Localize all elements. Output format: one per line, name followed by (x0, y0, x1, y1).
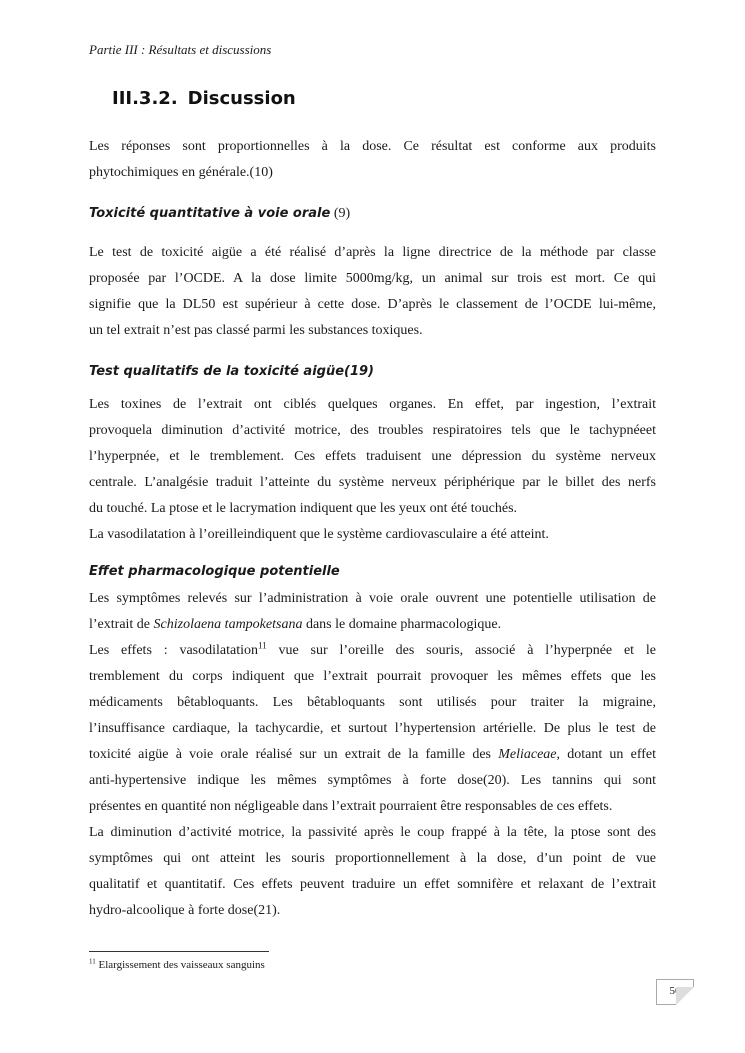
text-line: Les toxines de l’extrait ont ciblés quelques organes. En effet, par ingestion, l’extrait (89, 397, 656, 412)
text-line: Les réponses sont proportionnelles à la dose. Ce résultat est conforme aux produits (89, 139, 656, 154)
footnote (89, 959, 265, 971)
text-line: tremblement du corps indiquent que l’extrait pourrait provoquer les mêmes effets que les (89, 669, 656, 684)
text-line: l’hyperpnée, et le tremblement. Ces effets traduisent une dépression du système nerveux (89, 449, 656, 464)
text-run: Les effets : vasodilatation (89, 643, 258, 658)
text-run: , dotant un effet (556, 747, 656, 762)
section-heading (112, 88, 296, 109)
text-run: toxicité aigüe à voie orale réalisé sur un extrait de la famille des (89, 747, 499, 762)
text-line: symptômes qui ont atteint les souris proportionnellement à la dose, d’un point de vue (89, 851, 656, 866)
text-line: anti-hypertensive indique les mêmes symptômes à forte dose(20). Les tannins qui sont (89, 773, 656, 788)
text-line (89, 742, 656, 768)
text-line: un tel extrait n’est pas classé parmi les substances toxiques. (89, 323, 423, 338)
page-number: 50 (669, 985, 681, 997)
text-line: phytochimiques en générale.(10) (89, 165, 273, 180)
paragraph-pharmacological-effect (89, 586, 656, 924)
footnote-mark: 11 (89, 957, 96, 966)
page-fold-icon (676, 987, 694, 1005)
paragraph-intro (89, 134, 656, 186)
running-header: Partie III : Résultats et discussions (89, 42, 272, 57)
text-line: proposée par l’OCDE. A la dose limite 5000mg/kg, un animal sur trois est mort. Ce qui (89, 271, 656, 286)
family-name: Meliaceae (498, 747, 557, 762)
text-line: signifie que la DL50 est supérieur à cette dose. D’après le classement de l’OCDE lui-même, (89, 297, 656, 312)
section-number: III.3.2. (112, 88, 178, 109)
subheading-title: Toxicité quantitative à voie orale (89, 206, 331, 221)
paragraph-qualitative-tests (89, 392, 656, 548)
section-title: Discussion (187, 88, 296, 109)
subheading-pharmacological-effect (89, 564, 340, 580)
subheading-title: Test qualitatifs de la toxicité aigüe(19) (89, 364, 374, 379)
text-line: présentes en quantité non négligeable dans l’extrait pourraient être responsables de ces effets. (89, 799, 613, 814)
text-line: qualitatif et quantitatif. Ces effets peuvent traduire un effet somnifère et relaxant de l’extrait (89, 877, 656, 892)
subheading-oral-toxicity (89, 206, 350, 222)
text-run: l’extrait de (89, 617, 154, 632)
footnote-separator (89, 951, 269, 952)
subheading-ref: (9) (330, 206, 351, 221)
text-line: médicaments bêtabloquants. Les bêtabloquants sont utilisés pour traiter la migraine, (89, 695, 656, 710)
subheading-qualitative-tests (89, 364, 374, 380)
text-line: La diminution d’activité motrice, la passivité après le coup frappé à la tête, la ptose sont des (89, 825, 656, 840)
page-number-box (656, 979, 694, 1005)
paragraph-oral-toxicity (89, 240, 656, 344)
text-run: dans le domaine pharmacologique. (302, 617, 502, 632)
footnote-text: Elargissement des vaisseaux sanguins (95, 959, 265, 971)
text-line: provoquela diminution d’activité motrice, des troubles respiratoires tels que le tachypnéeet (89, 423, 656, 438)
subheading-title: Effet pharmacologique potentielle (89, 564, 340, 579)
text-run: vue sur l’oreille des souris, associé à l’hyperpnée et le (266, 643, 656, 658)
text-line: du touché. La ptose et le lacrymation indiquent que les yeux ont été touchés. (89, 501, 518, 516)
footnote-reference: 11 (258, 640, 267, 651)
species-name: Schizolaena tampoketsana (153, 617, 303, 632)
text-line: La vasodilatation à l’oreilleindiquent que le système cardiovasculaire a été atteint. (89, 527, 549, 542)
text-line: centrale. L’analgésie traduit l’atteinte du système nerveux périphérique par le billet des nerfs (89, 475, 656, 490)
text-line: Les symptômes relevés sur l’administration à voie orale ouvrent une potentielle utilisation de (89, 591, 656, 606)
text-line (89, 612, 656, 638)
text-line: l’insuffisance cardiaque, la tachycardie, et surtout l’hypertension artérielle. De plus le test de (89, 721, 656, 736)
text-line: Le test de toxicité aigüe a été réalisé d’après la ligne directrice de la méthode par classe (89, 245, 656, 260)
text-line: hydro-alcoolique à forte dose(21). (89, 903, 281, 918)
text-line (89, 638, 656, 664)
